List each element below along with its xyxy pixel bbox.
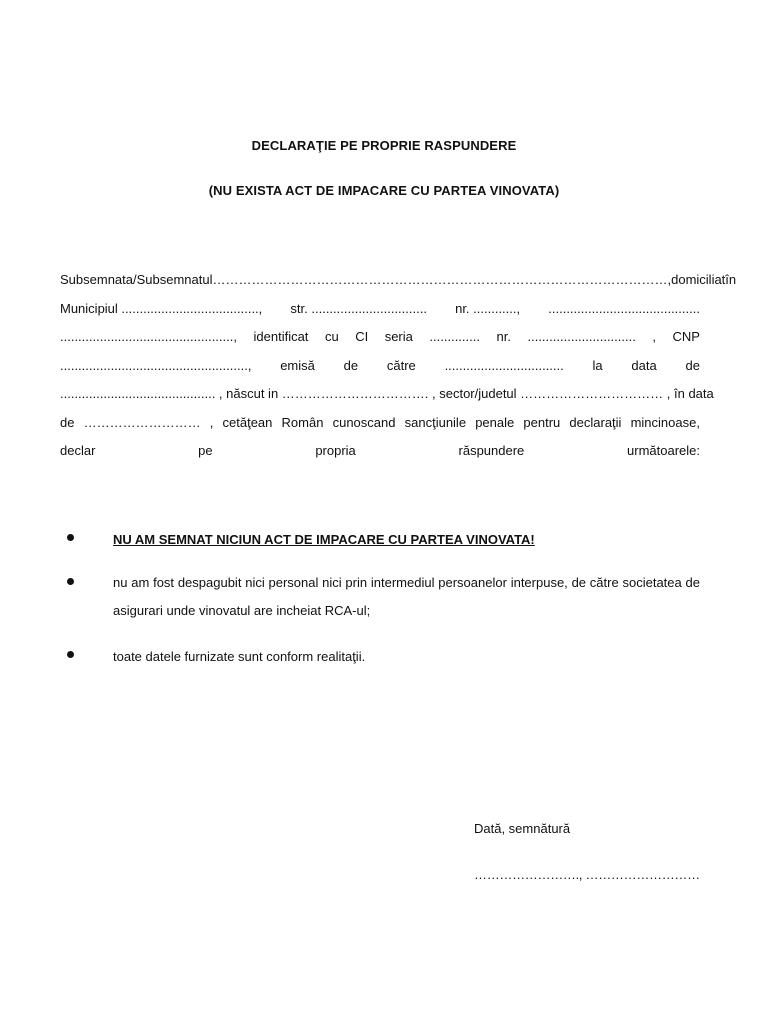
- declaration-subtitle: (NU EXISTA ACT DE IMPACARE CU PARTEA VINOVATA): [208, 183, 560, 198]
- bullet-item: nu am fost despagubit nici personal nici prin intermediul persoanelor interpuse, de către societatea de asigurari unde vinovatul are incheiat RCA-ul;: [113, 575, 700, 618]
- paragraph-word: cetăţean: [222, 414, 273, 430]
- paragraph-word: la: [592, 357, 603, 373]
- paragraph-word: ..............................: [527, 329, 636, 344]
- paragraph-word: ....................................................,: [60, 357, 252, 373]
- paragraph-word: str. ................................: [290, 300, 427, 316]
- paragraph-word: ................................................,: [60, 329, 237, 344]
- paragraph-word: ………………………: [83, 414, 201, 430]
- paragraph-word: ..........................................: [548, 300, 700, 316]
- paragraph-word: ……………………………………………………………………………………………,: [212, 272, 672, 287]
- paragraph-word: CI: [355, 329, 369, 344]
- paragraph-word: Municipiul ......................................,: [60, 300, 263, 316]
- paragraph-word: pentru: [523, 414, 561, 430]
- paragraph-word: data: [631, 357, 657, 373]
- bullet-dot: [67, 578, 74, 585]
- paragraph-word: cu: [324, 329, 339, 344]
- bullet-dot: [67, 534, 74, 541]
- paragraph-word: seria: [384, 329, 413, 344]
- paragraph-word: de: [60, 414, 75, 430]
- paragraph-word: nr.: [496, 329, 511, 344]
- paragraph-word: mincinoase,: [630, 414, 700, 430]
- bullet-item: NU AM SEMNAT NICIUN ACT DE IMPACARE CU PARTEA VINOVATA!: [113, 532, 535, 547]
- signature-label: Dată, semnătură: [474, 821, 571, 836]
- paragraph-word: către: [386, 357, 416, 373]
- paragraph-word: ........................................... , născut in ……………………………. , sector/judetul …………………………… , în data: [60, 386, 714, 401]
- declaration-title: DECLARAŢIE PE PROPRIE RASPUNDERE: [251, 138, 517, 153]
- paragraph-word: de: [685, 357, 700, 373]
- signature-line: ……………………., ………………………: [474, 867, 700, 882]
- paragraph-word: ,: [209, 414, 214, 430]
- paragraph-word: identificat: [253, 329, 309, 344]
- paragraph-word: CNP: [672, 329, 700, 344]
- paragraph-word: declaraţii: [569, 414, 622, 430]
- paragraph-word: ,: [652, 329, 656, 344]
- paragraph-word: emisă: [280, 357, 315, 373]
- paragraph-word: cunoscand: [332, 414, 396, 430]
- paragraph-word: Român: [281, 414, 324, 430]
- paragraph-word: sancţiunile: [404, 414, 467, 430]
- paragraph-word: nr. ............,: [455, 300, 521, 316]
- paragraph-last-line: declar pe propria răspundere următoarele:: [60, 443, 700, 458]
- bullet-dot: [67, 651, 74, 658]
- paragraph-word: .................................: [444, 357, 564, 373]
- paragraph-word: penale: [475, 414, 515, 430]
- bullet-item: toate datele furnizate sunt conform realitaţii.: [113, 649, 366, 664]
- paragraph-word: Subsemnata/Subsemnatul: [60, 272, 213, 287]
- paragraph-word: ..............: [429, 329, 480, 344]
- paragraph-word: de: [343, 357, 359, 373]
- paragraph-word: în: [725, 272, 737, 287]
- paragraph-word: domiciliat: [671, 272, 726, 287]
